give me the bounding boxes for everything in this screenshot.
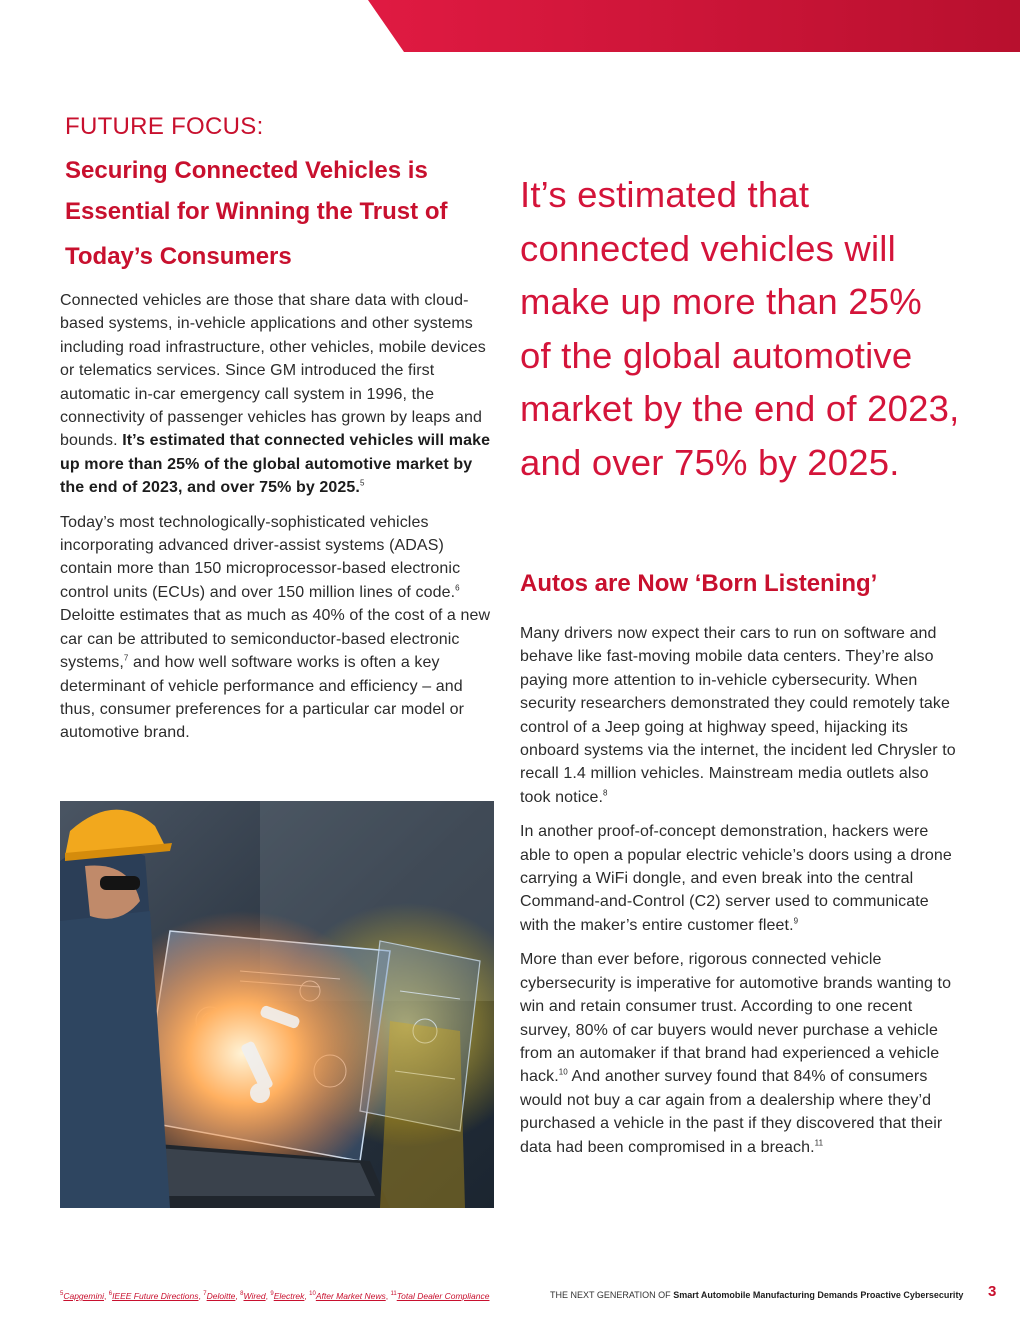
- engineer-tablet-photo: [60, 801, 494, 1208]
- footnote-number: 11: [390, 1291, 397, 1298]
- heading-line: Today’s Consumers: [65, 243, 292, 270]
- left-column: [60, 289, 500, 756]
- quote-line: connected vehicles will: [520, 227, 896, 269]
- footnote-link-electrek[interactable]: Electrek: [273, 1291, 305, 1301]
- footnote-ref: 10: [558, 1067, 568, 1077]
- jeep-paragraph: [520, 622, 960, 809]
- footnote-number: 7: [203, 1291, 207, 1298]
- quote-line: make up more than 25%: [520, 281, 922, 322]
- page-number: 3: [988, 1283, 997, 1300]
- ecu-text: Today’s most technologically-sophisticated vehicles incorporating advanced driver-assist systems (ADAS) contain more than 150 microprocessor-based electronic control units (ECUs) and over 150 million lines of code.: [60, 513, 461, 601]
- survey-text: And another survey found that 84% of consumers would not buy a car again from a dealership where they’d purchased a vehicle in the past if they discovered that their data had been compromised in a breach.: [520, 1068, 943, 1156]
- drone-text: In another proof-of-concept demonstration, hackers were able to open a popular electric vehicle’s doors using a drone carrying a WiFi dongle, and even break into the central Command-and-Control (C2) server used to communicate with the maker’s entire customer fleet.: [520, 823, 952, 934]
- ecu-paragraph: [60, 511, 500, 745]
- top-banner: [0, 0, 1020, 52]
- footer-series: THE NEXT GENERATION OF: [550, 1290, 671, 1300]
- survey-paragraph: [520, 948, 960, 1159]
- footnote-number: 5: [60, 1291, 64, 1298]
- section-eyebrow: FUTURE FOCUS:: [65, 113, 264, 140]
- footnote-link-aftermarket[interactable]: After Market News: [315, 1291, 386, 1301]
- intro-paragraph: [60, 289, 500, 500]
- footnote-ref: 7: [123, 653, 129, 663]
- footnote-links: $^5$Capgemini, $^6$IEEE Future Directions, $^7$Deloitte, $^8$Wired, $^9$Electrek, $^{10}$After Market News, $^{11}$Total Dealer Compliance: [60, 1291, 490, 1301]
- footnote-ref: 11: [814, 1138, 824, 1148]
- footnote-link-capgemini[interactable]: Capgemini: [63, 1291, 104, 1301]
- footnote-ref: 5: [359, 478, 365, 488]
- footnote-ref: 9: [793, 916, 799, 926]
- pull-quote: [520, 168, 1000, 489]
- footnote-number: 6: [108, 1291, 113, 1298]
- quote-line: It’s estimated that: [520, 174, 810, 215]
- right-column: [520, 622, 960, 1170]
- footnote-link-wired[interactable]: Wired: [243, 1291, 266, 1301]
- footnote-number: 9: [270, 1291, 274, 1298]
- quote-line: market by the end of 2023,: [520, 388, 960, 429]
- quote-line: and over 75% by 2025.: [520, 441, 900, 483]
- quote-line: of the global automotive: [520, 334, 913, 376]
- footnote-number: 10: [309, 1291, 316, 1298]
- survey-text: More than ever before, rigorous connected vehicle cybersecurity is imperative for automotive brands wanting to win and retain consumer trust. According to one recent survey, 80% of car buyers would never purchase a vehicle from an automaker if that brand had experienced a vehicle hack.: [520, 951, 952, 1086]
- footnote-link-ieee[interactable]: IEEE Future Directions: [112, 1291, 199, 1301]
- heading-line: Essential for Winning the Trust of: [65, 198, 448, 225]
- drone-paragraph: [520, 820, 960, 937]
- page-heading: [65, 150, 505, 277]
- footer-title-text: Smart Automobile Manufacturing Demands Proactive Cybersecurity: [673, 1290, 964, 1300]
- footnote-number: 8: [240, 1291, 244, 1298]
- heading-line: Securing Connected Vehicles is: [65, 157, 428, 184]
- footer-document-title: [550, 1290, 963, 1300]
- footnote-ref: 6: [455, 583, 460, 593]
- footnote-ref: 8: [603, 788, 608, 798]
- ecu-text: Deloitte estimates that as much as 40% of the cost of a new car can be attributed to semiconductor-based electronic systems,: [60, 607, 491, 672]
- ecu-text: and how well software works is often a key determinant of vehicle performance and efficiency – and thus, consumer preferences for a particular car model or automotive brand.: [60, 654, 464, 742]
- section-subheading: Autos are Now ‘Born Listening’: [520, 570, 878, 597]
- intro-text: Connected vehicles are those that share data with cloud-based systems, in-vehicle applications and other systems including road infrastructure, other vehicles, mobile devices or telematics services. Since GM introduced the first automatic in-car emergency call system in 1996, the connectivity of passenger vehicles has grown by leaps and bounds.: [60, 292, 486, 450]
- footnote-link-tdc[interactable]: Total Dealer Compliance: [396, 1291, 490, 1301]
- intro-highlight: It’s estimated that connected vehicles will make up more than 25% of the global automotive market by the end of 2023, and over 75% by 2025.: [60, 432, 491, 497]
- footnote-link-deloitte[interactable]: Deloitte: [206, 1291, 236, 1301]
- jeep-text: Many drivers now expect their cars to run on software and behave like fast-moving mobile data centers. They’re also paying more attention to in-vehicle cybersecurity. When security researchers demonstrated they could remotely take control of a Jeep going at highway speed, hijacking its onboard systems via the internet, the incident led Chrysler to recall 1.4 million vehicles. Mainstream media outlets also took notice.: [520, 625, 956, 806]
